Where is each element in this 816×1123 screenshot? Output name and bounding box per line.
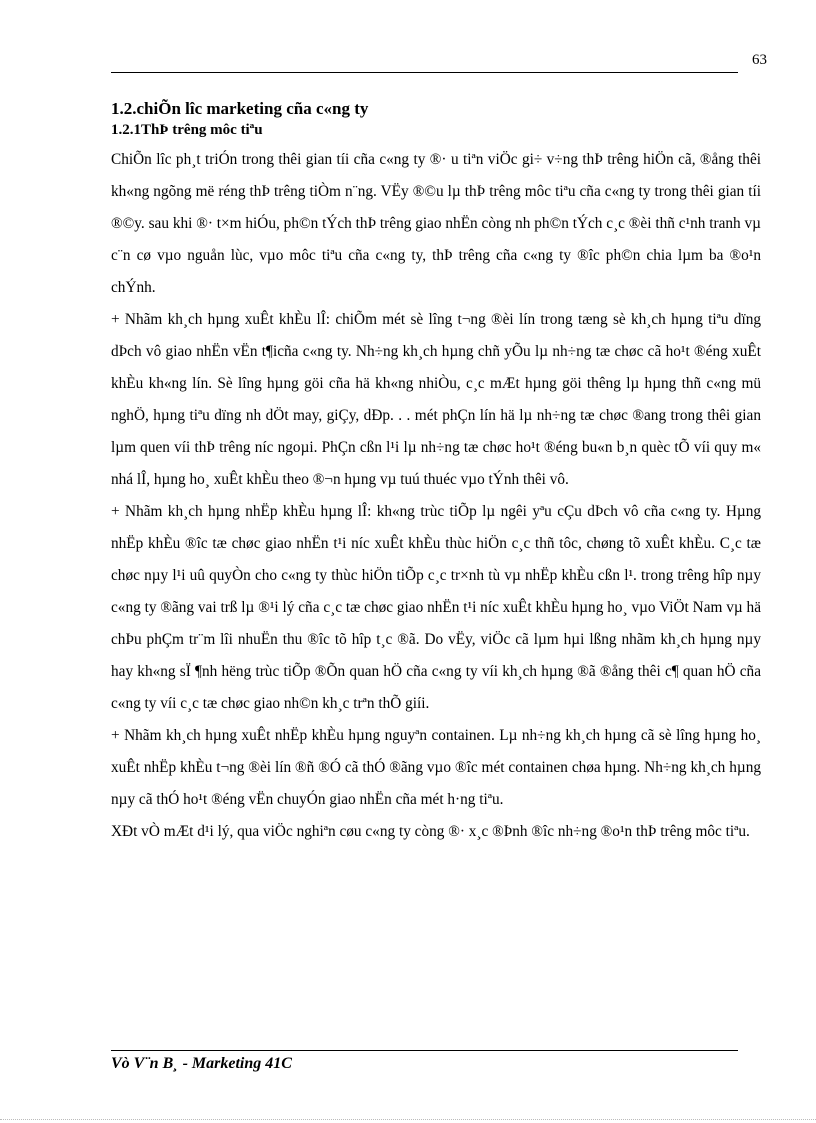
page-number: 63 <box>752 52 767 68</box>
header-rule <box>111 72 738 73</box>
footer-author: Vò V¨n B¸ - Marketing 41C <box>111 1055 292 1072</box>
page-edge <box>0 1119 816 1120</box>
paragraph-container-customers: + Nhãm kh¸ch hµng xuÊt nhËp khÈu hµng nguyªn containen. Lµ nh÷ng kh¸ch hµng cã sè lîng hµng ho¸ xuÊt nhËp khÈu t¬ng ®èi lín ®ñ ®Ó cã thÓ ®ãng vµo ®îc mét containen chøa hµng. Nh÷ng kh¸ch hµng nµy cã thÓ ho¹t ®éng vËn chuyÓn giao nhËn cña mét h·ng tiªu. <box>111 727 761 808</box>
subsection-title: 1.2.1ThÞ trêng môc tiªu <box>111 122 263 138</box>
page-body <box>111 98 761 848</box>
paragraph-strategy-intro: ChiÕn lîc ph¸t triÓn trong thêi gian tíi cña c«ng ty ®· u tiªn viÖc gi÷ v÷ng thÞ trêng hiÖn cã, ®ång thêi kh«ng ngõng më réng thÞ trêng tiÒm n¨ng. VËy ®©u lµ thÞ trêng môc tiªu cña c«ng ty trong thêi gian tíi ®©y. sau khi ®· t×m hiÓu, ph©n tÝch thÞ trêng giao nhËn còng nh ph©n tÝch c¸c ®èi thñ c¹nh tranh vµ c¨n cø vµo nguån lùc, vµo môc tiªu cña c«ng ty, thÞ trêng cña c«ng ty ®îc ph©n chia lµm ba ®o¹n chÝnh. <box>111 151 761 296</box>
paragraph-export-customers: + Nhãm kh¸ch hµng xuÊt khÈu lÎ: chiÕm mét sè lîng t¬ng ®èi lín trong tæng sè kh¸ch hµng tiªu dïng dÞch vô giao nhËn vËn t¶icña c«ng ty. Nh÷ng kh¸ch hµng chñ yÕu lµ nh÷ng tæ chøc cã ho¹t ®éng xuÊt khÈu kh«ng lín. Sè lîng hµng göi cña hä kh«ng nhiÒu, c¸c mÆt hµng göi thêng lµ hµng thñ c«ng mü nghÖ, hµng tiªu dïng nh dÖt may, giÇy, dÐp. . . mét phÇn lín hä lµ nh÷ng tæ chøc ®ang trong thêi gian lµm quen víi thÞ trêng níc ngoµi. PhÇn cßn l¹i lµ nh÷ng tæ chøc ho¹t ®éng bu«n b¸n quèc tÕ víi quy m« nhá lÎ, hµng ho¸ xuÊt khÈu theo ®¬n hµng vµ tuú thuéc vµo tÝnh thêi vô. <box>111 311 761 488</box>
paragraph-import-customers: + Nhãm kh¸ch hµng nhËp khÈu hµng lÎ: kh«ng trùc tiÕp lµ ngêi yªu cÇu dÞch vô cña c«ng ty. Hµng nhËp khÈu ®îc tæ chøc giao nhËn t¹i níc xuÊt khÈu thùc hiÖn c¸c thñ tôc, chøng tõ xuÊt khÈu. C¸c tæ chøc nµy l¹i uû quyÒn cho c«ng ty thùc hiÖn tiÕp c¸c tr×nh tù vµ nhËp khÈu cßn l¹. trong trêng hîp nµy c«ng ty ®ãng vai trß lµ ®¹i lý cña c¸c tæ chøc giao nhËn t¹i níc xuÊt khÈu hµng ho¸ vµo ViÖt Nam vµ hä chÞu phÇm tr¨m lîi nhuËn thu ®îc tõ hîp t¸c ®ã. Do vËy, viÖc cã lµm hµi lßng nhãm kh¸ch hµng nµy hay kh«ng sÏ ¶nh hëng trùc tiÕp ®Õn quan hÖ cña c«ng ty víi kh¸ch hµng ®ã ®ång thêi c¶ quan hÖ cña c«ng ty víi c¸c tæ chøc giao nh©n kh¸c trªn thÕ giíi. <box>111 503 761 712</box>
section-title: 1.2.chiÕn lîc marketing cña c«ng ty <box>111 99 369 118</box>
paragraph-conclusion: XÐt vÒ mÆt d¹i lý, qua viÖc nghiªn cøu c«ng ty còng ®· x¸c ®Þnh ®îc nh÷ng ®o¹n thÞ trêng môc tiªu. <box>111 823 750 840</box>
footer-rule <box>111 1050 738 1051</box>
